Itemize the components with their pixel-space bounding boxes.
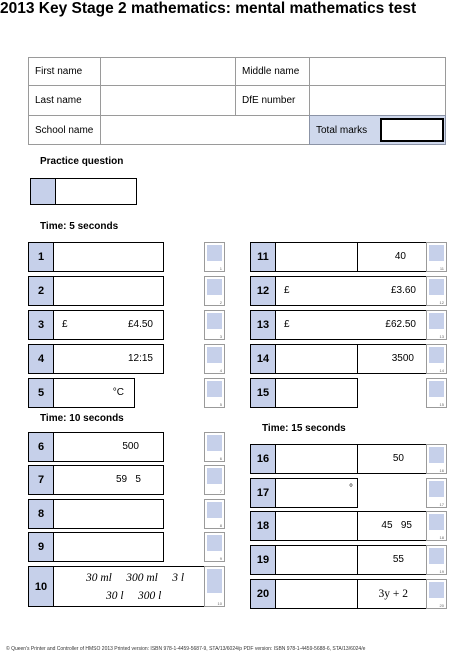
- answer-suffix: £62.50: [385, 319, 416, 330]
- mark-box[interactable]: [426, 511, 447, 541]
- answer-box[interactable]: [53, 310, 164, 340]
- answer-box[interactable]: [275, 378, 358, 408]
- answer-suffix: 50: [392, 453, 404, 464]
- mark-number: 9: [219, 556, 222, 561]
- answer-box[interactable]: [53, 532, 164, 562]
- answer-box[interactable]: [357, 579, 427, 609]
- answer-suffix: 40: [394, 251, 406, 262]
- answer-prefix: £: [284, 285, 290, 296]
- mark-box[interactable]: [426, 344, 447, 374]
- mark-box[interactable]: [204, 242, 225, 272]
- answer-box[interactable]: [357, 511, 427, 541]
- page-title: 2013 Key Stage 2 mathematics: mental mathematics test: [0, 0, 417, 17]
- mark-number: 17: [439, 502, 444, 507]
- mark-box[interactable]: [204, 310, 225, 340]
- dfe-number-field[interactable]: [309, 85, 446, 116]
- question-number: 16: [250, 444, 276, 474]
- question-number: 20: [250, 579, 276, 609]
- answer-box[interactable]: [357, 344, 427, 374]
- last-name-label: Last name: [28, 85, 101, 116]
- school-name-field[interactable]: [100, 115, 310, 145]
- question-number: 4: [28, 344, 54, 374]
- answer-suffix: 12:15: [127, 353, 153, 364]
- mark-box[interactable]: [426, 242, 447, 272]
- mark-number: 3: [219, 334, 222, 339]
- answer-suffix: £3.60: [390, 285, 416, 296]
- practice-answer-box[interactable]: [55, 178, 137, 205]
- question-number: 8: [28, 499, 54, 529]
- mark-box[interactable]: [204, 532, 225, 562]
- answer-box[interactable]: [357, 545, 427, 575]
- question-number: 5: [28, 378, 54, 408]
- answer-prefix: £: [284, 319, 290, 330]
- total-marks-field[interactable]: [380, 118, 444, 142]
- school-name-label: School name: [28, 115, 101, 145]
- answer-suffix: 3500: [391, 353, 414, 364]
- mark-box[interactable]: [426, 378, 447, 408]
- answer-suffix: 45 95: [381, 520, 412, 531]
- answer-prefix: £: [62, 319, 68, 330]
- mark-box[interactable]: [204, 499, 225, 529]
- answer-box[interactable]: [275, 545, 358, 575]
- mark-box[interactable]: [426, 579, 447, 609]
- dfe-number-label: DfE number: [235, 85, 310, 116]
- answer-suffix: 500: [122, 441, 139, 452]
- mark-box[interactable]: [426, 478, 447, 508]
- time-5-seconds-heading: Time: 5 seconds: [40, 221, 119, 232]
- question-number: 7: [28, 465, 54, 495]
- question-number: 14: [250, 344, 276, 374]
- question-number: 18: [250, 511, 276, 541]
- middle-name-label: Middle name: [235, 57, 310, 86]
- time-15-seconds-heading: Time: 15 seconds: [262, 423, 346, 434]
- question-number: 10: [28, 566, 54, 607]
- answer-box[interactable]: [275, 511, 358, 541]
- question-number: 11: [250, 242, 276, 272]
- first-name-label: First name: [28, 57, 101, 86]
- mark-number: 8: [219, 523, 222, 528]
- answer-box[interactable]: [275, 579, 358, 609]
- answer-box[interactable]: [357, 444, 427, 474]
- total-marks-label: Total marks: [309, 115, 446, 145]
- mark-box[interactable]: [426, 276, 447, 306]
- mark-box[interactable]: [426, 444, 447, 474]
- answer-box[interactable]: [53, 276, 164, 306]
- question-number: 6: [28, 432, 54, 462]
- mark-number: 18: [439, 535, 444, 540]
- mark-number: 19: [439, 569, 444, 574]
- mark-number: 15: [439, 402, 444, 407]
- answer-box[interactable]: [357, 242, 427, 272]
- mark-number: 6: [219, 456, 222, 461]
- answer-box[interactable]: [53, 566, 224, 607]
- mark-number: 11: [439, 266, 444, 271]
- answer-box[interactable]: [275, 344, 358, 374]
- question-number: 12: [250, 276, 276, 306]
- mark-box[interactable]: [204, 344, 225, 374]
- mark-box[interactable]: [426, 310, 447, 340]
- answer-box[interactable]: [275, 444, 358, 474]
- mark-number: 2: [219, 300, 222, 305]
- mark-box[interactable]: [426, 545, 447, 575]
- mark-number: 7: [219, 489, 222, 494]
- answer-suffix: £4.50: [127, 319, 153, 330]
- answer-suffix: 55: [392, 554, 404, 565]
- option-line-2: 30 l 300 l: [106, 590, 162, 602]
- answer-box[interactable]: [53, 432, 164, 462]
- footer-copyright: © Queen's Printer and Controller of HMSO 2013 Printed version: ISBN 978-1-4459-5687-9, STA/13/6024/p PDF version: ISBN 978-1-4459-5688-6, STA/13/6024/e: [6, 646, 366, 652]
- middle-name-field[interactable]: [309, 57, 446, 86]
- mark-box[interactable]: [204, 378, 225, 408]
- answer-box[interactable]: [53, 378, 135, 408]
- mark-box[interactable]: [204, 566, 225, 607]
- mark-number: 4: [219, 368, 222, 373]
- question-number: 19: [250, 545, 276, 575]
- answer-box[interactable]: [53, 344, 164, 374]
- answer-suffix: 59 5: [115, 474, 141, 485]
- practice-question-heading: Practice question: [40, 156, 124, 167]
- mark-number: 13: [439, 334, 444, 339]
- question-number: 17: [250, 478, 276, 508]
- option-line-1: 30 ml 300 ml 3 l: [86, 572, 185, 584]
- answer-suffix: °: [349, 483, 353, 494]
- first-name-field[interactable]: [100, 57, 236, 86]
- mark-number: 10: [217, 601, 222, 606]
- mark-number: 5: [219, 402, 222, 407]
- mark-box[interactable]: [204, 432, 225, 462]
- answer-suffix: °C: [112, 387, 124, 398]
- mark-number: 1: [219, 266, 222, 271]
- mark-number: 14: [439, 368, 444, 373]
- answer-box[interactable]: [53, 499, 164, 529]
- mark-number: 16: [439, 468, 444, 473]
- mark-box[interactable]: [204, 465, 225, 495]
- answer-box[interactable]: [275, 276, 427, 306]
- answer-box[interactable]: [53, 242, 164, 272]
- answer-box[interactable]: [53, 465, 164, 495]
- question-number: 9: [28, 532, 54, 562]
- answer-box[interactable]: [275, 242, 358, 272]
- answer-suffix: 3y + 2: [378, 588, 408, 600]
- mark-number: 12: [439, 300, 444, 305]
- question-number: 13: [250, 310, 276, 340]
- mark-number: 20: [439, 603, 444, 608]
- answer-box[interactable]: [275, 478, 358, 508]
- answer-box[interactable]: [275, 310, 427, 340]
- question-number: 2: [28, 276, 54, 306]
- mark-box[interactable]: [204, 276, 225, 306]
- practice-number-box: [30, 178, 56, 205]
- question-number: 3: [28, 310, 54, 340]
- question-number: 15: [250, 378, 276, 408]
- last-name-field[interactable]: [100, 85, 236, 116]
- question-number: 1: [28, 242, 54, 272]
- time-10-seconds-heading: Time: 10 seconds: [40, 413, 124, 424]
